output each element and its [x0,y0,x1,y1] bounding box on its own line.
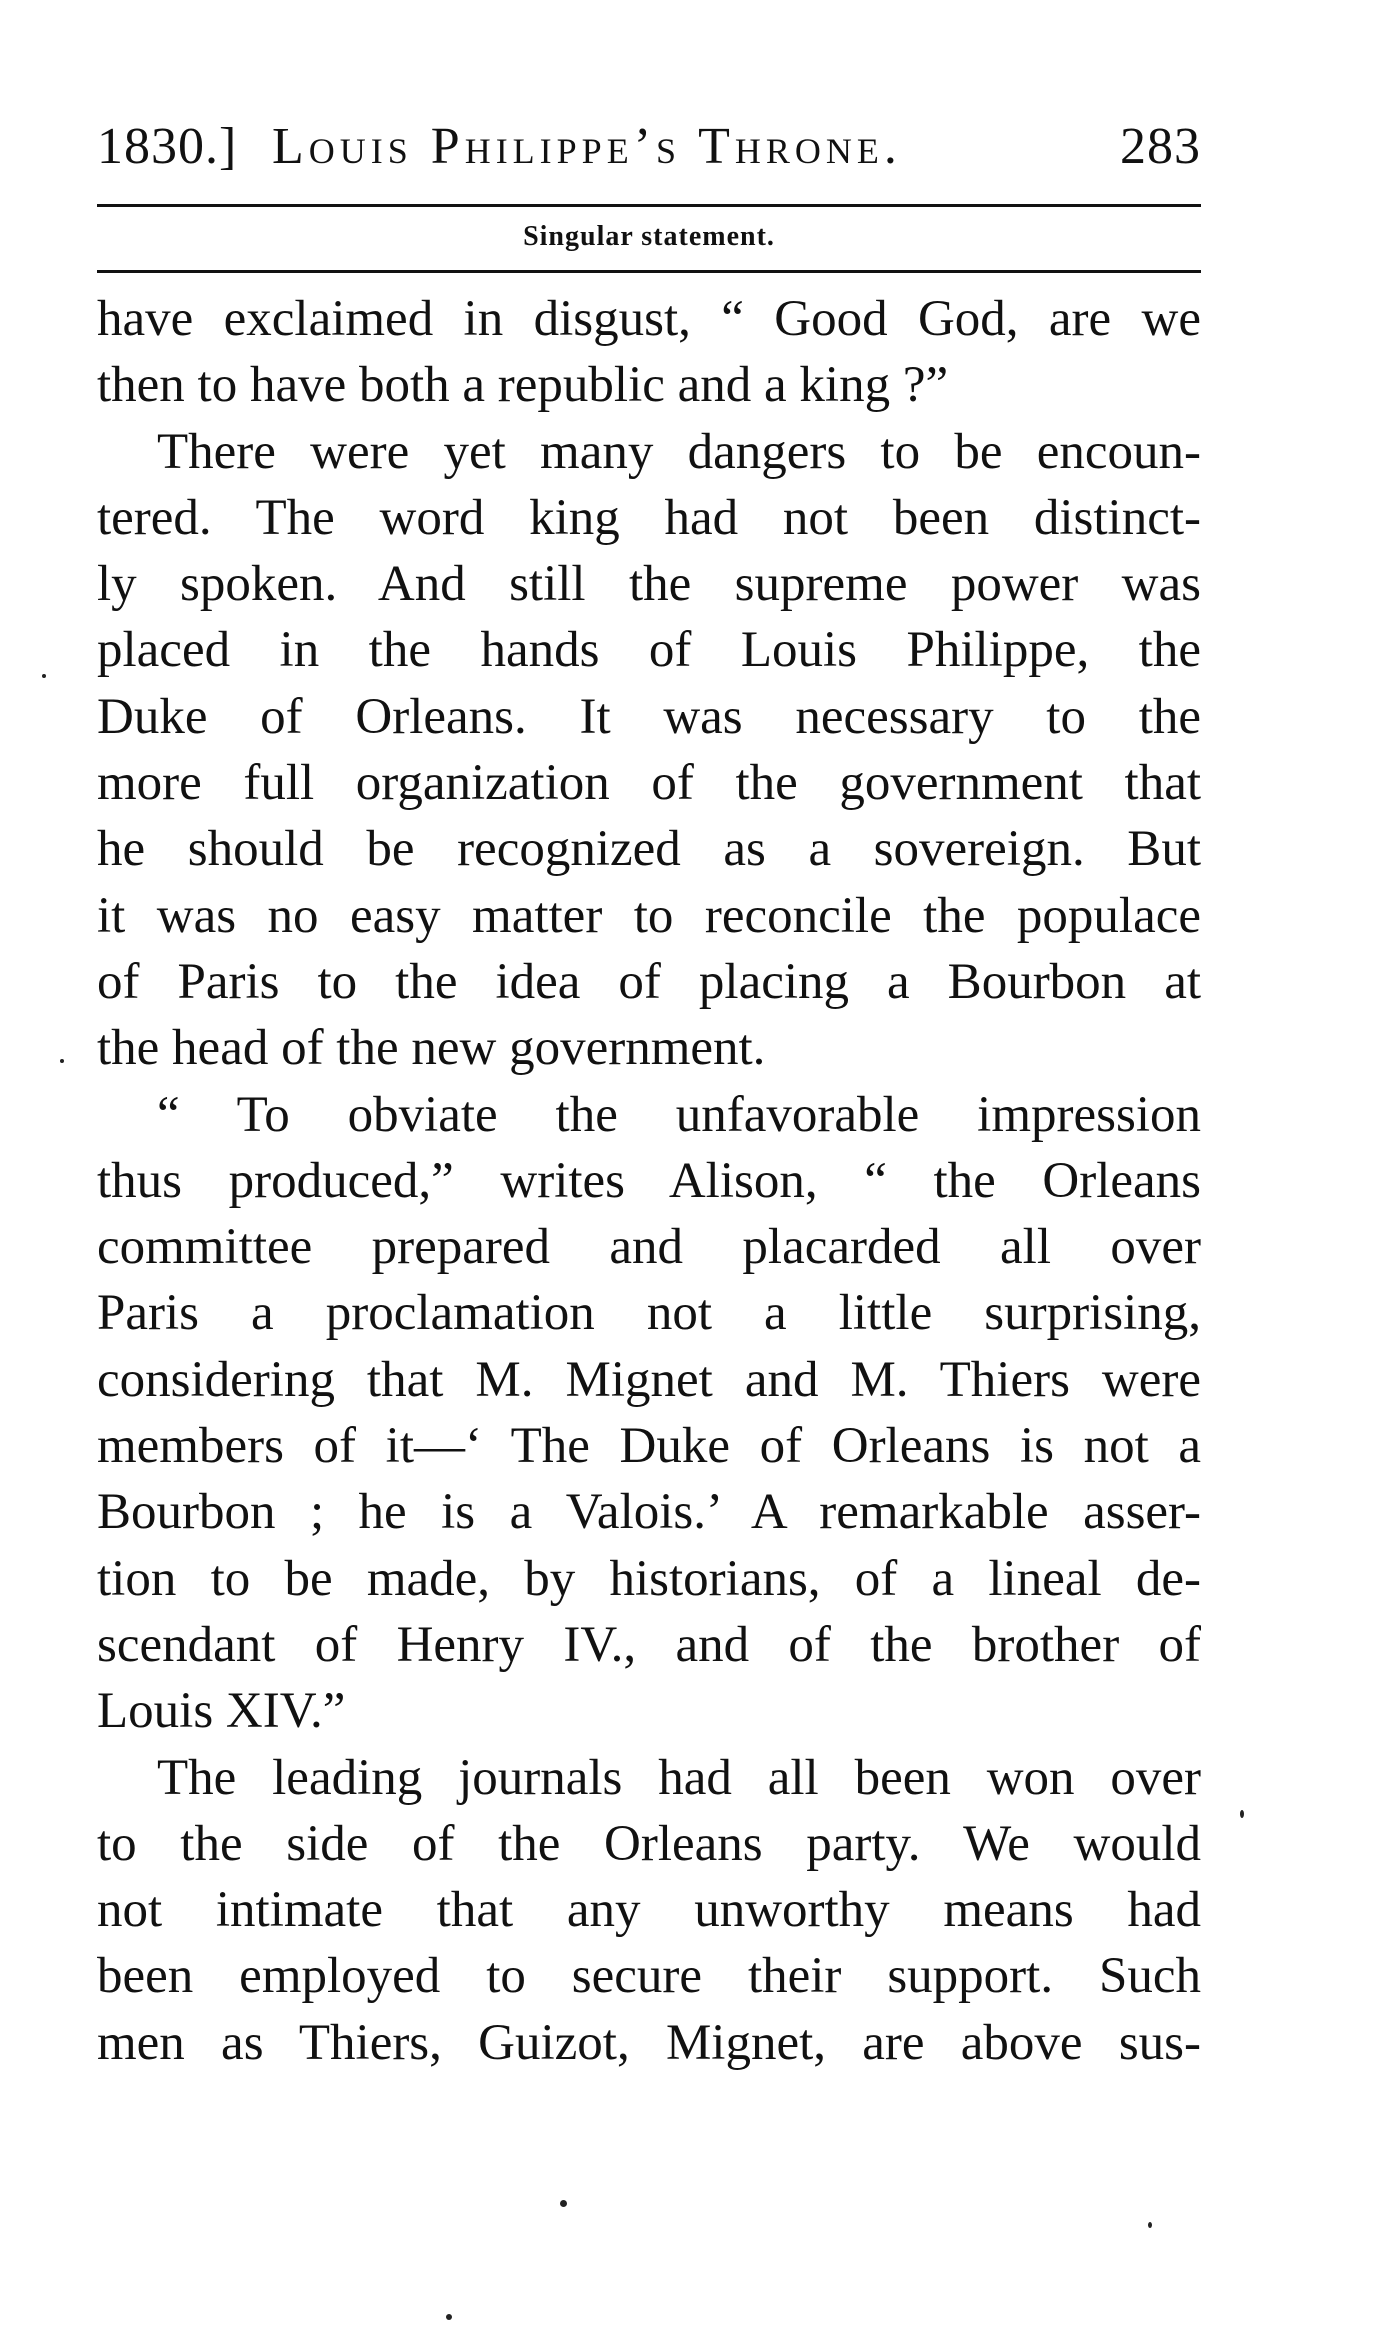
text-line: Louis XIV.” [97,1683,346,1740]
text-line: placed in the hands of Louis Philippe, the [97,622,1201,679]
scan-speck [560,2200,567,2207]
section-subheading: Singular statement. [523,221,775,252]
page-number: 283 [1120,118,1201,175]
text-line: men as Thiers, Guizot, Mignet, are above sus- [97,2014,1201,2071]
text-line: committee prepared and placarded all over [97,1219,1201,1276]
body-text [97,286,1201,2076]
scan-speck [446,2314,452,2320]
text-line: not intimate that any unworthy means had [97,1882,1201,1939]
text-line: been employed to secure their support. Such [97,1948,1201,2005]
text-line: considering that M. Mignet and M. Thiers were [97,1351,1201,1408]
scan-speck [60,1059,64,1063]
text-line: he should be recognized as a sovereign. But [97,821,1201,878]
text-line: of Paris to the idea of placing a Bourbon at [97,953,1201,1010]
text-line: Duke of Orleans. It was necessary to the [97,688,1201,745]
header-year: 1830.] [97,118,238,175]
text-line: ly spoken. And still the supreme power was [97,556,1201,613]
header-rule-top [97,204,1201,207]
text-line: thus produced,” writes Alison, “ the Orleans [97,1152,1201,1209]
scan-speck [1148,2222,1152,2228]
text-line: members of it—‘ The Duke of Orleans is not a [97,1418,1201,1475]
header-title: Louis Philippe’s Throne. [272,118,902,175]
text-line: to the side of the Orleans party. We would [97,1815,1201,1872]
text-line: the head of the new government. [97,1020,766,1077]
header-rule-bottom [97,270,1201,273]
running-head [97,112,1201,182]
text-line: it was no easy matter to reconcile the populace [97,887,1201,944]
text-line: tered. The word king had not been distinct- [97,489,1201,546]
text-line: more full organization of the government that [97,755,1201,812]
scan-speck [42,674,46,678]
text-line: have exclaimed in disgust, “ Good God, are we [97,291,1201,347]
text-line: “ To obviate the unfavorable impression [157,1086,1201,1143]
text-line: Paris a proclamation not a little surprising, [97,1285,1201,1342]
text-line: The leading journals had all been won over [157,1749,1201,1806]
text-line: Bourbon ; he is a Valois.’ A remarkable asser- [97,1484,1201,1541]
text-line: scendant of Henry IV., and of the brother of [97,1616,1201,1673]
scan-speck [1240,1810,1244,1818]
text-line: There were yet many dangers to be encoun- [157,423,1201,480]
text-line: tion to be made, by historians, of a lineal de- [97,1550,1201,1607]
text-line: then to have both a republic and a king ?” [97,357,949,414]
